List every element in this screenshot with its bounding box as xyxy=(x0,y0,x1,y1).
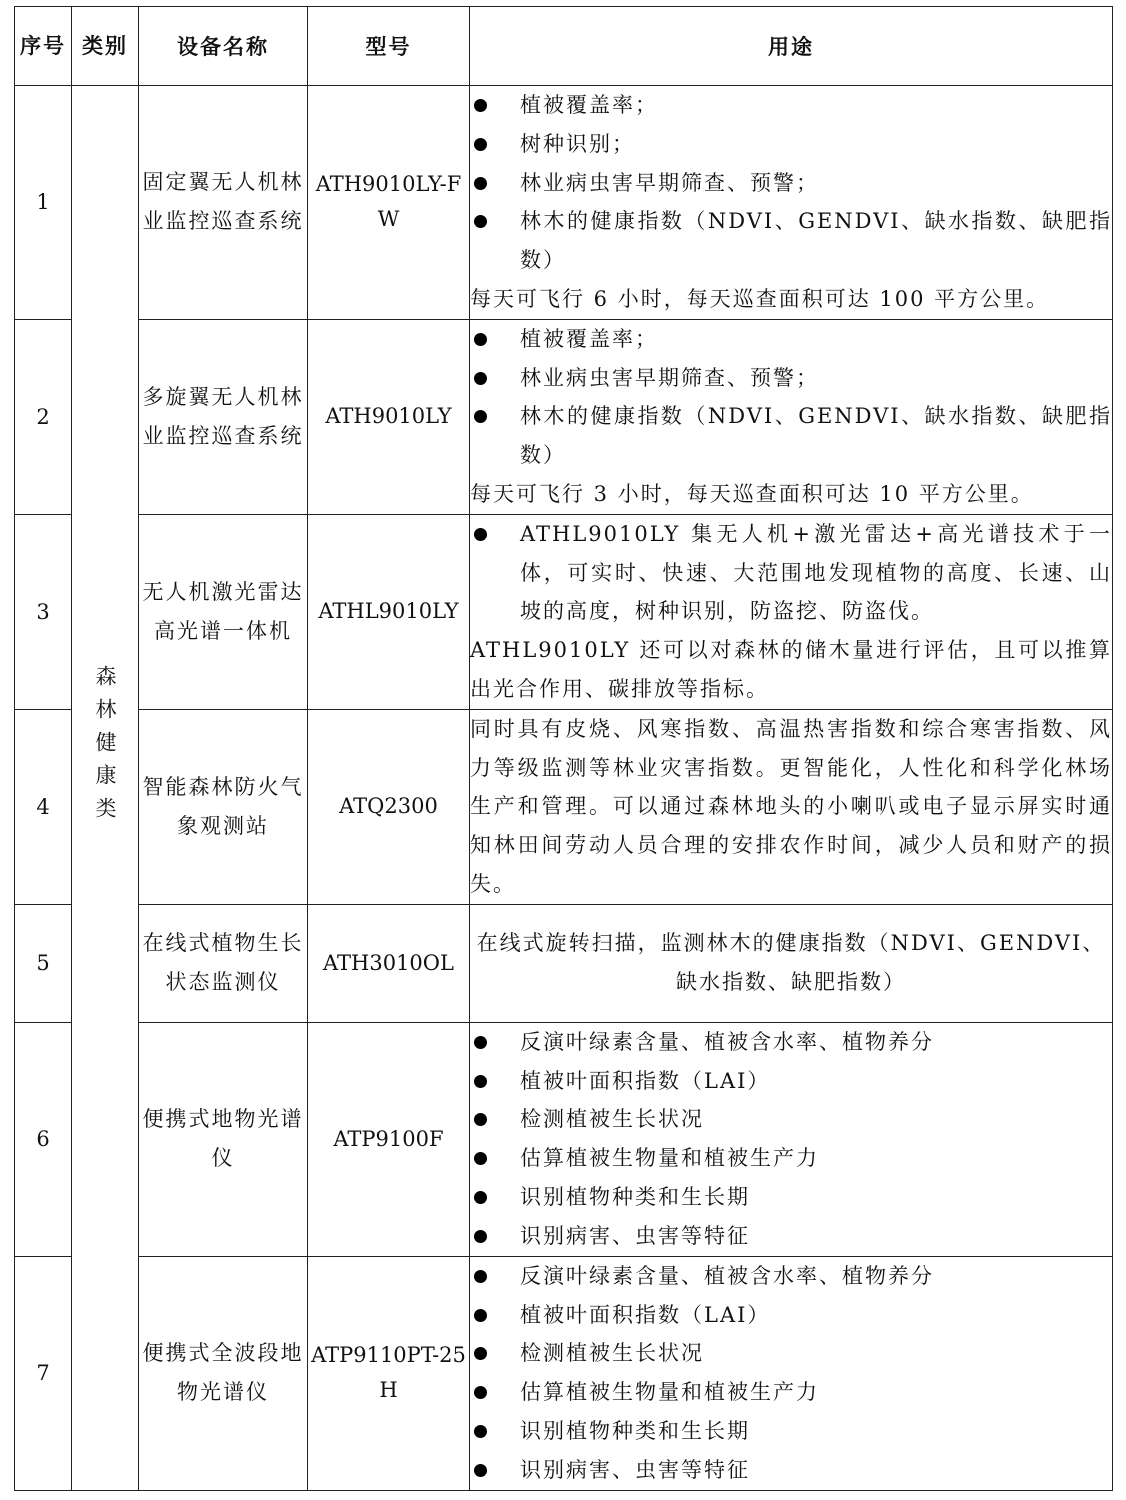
row-device-name: 固定翼无人机林业监控巡查系统 xyxy=(139,86,308,320)
row-seq: 5 xyxy=(15,904,72,1022)
table-row xyxy=(15,86,1113,320)
usage-bullet-text: 检测植被生长状况 xyxy=(520,1341,704,1366)
usage-bullet-text: 植被覆盖率； xyxy=(520,326,658,351)
bullet-icon xyxy=(474,528,487,541)
bullet-icon xyxy=(474,372,487,385)
bullet-icon xyxy=(474,1425,487,1438)
usage-bullet-item xyxy=(470,397,1112,475)
usage-bullet-list xyxy=(470,320,1112,475)
row-device-name: 便携式全波段地物光谱仪 xyxy=(139,1256,308,1490)
bullet-icon xyxy=(474,1113,487,1126)
usage-bullet-text: ATHL9010LY 集无人机+激光雷达+高光谱技术于一体，可实时、快速、大范围地发现植物的高度、长速、山坡的高度，树种识别，防盗挖、防盗伐。 xyxy=(520,521,1112,624)
row-seq: 1 xyxy=(15,86,72,320)
usage-bullet-list xyxy=(470,1023,1112,1256)
usage-bullet-text: 林木的健康指数（NDVI、GENDVI、缺水指数、缺肥指数） xyxy=(520,209,1112,273)
usage-bullet-item xyxy=(470,86,1112,125)
usage-bullet-text: 检测植被生长状况 xyxy=(520,1107,704,1132)
row-model: ATH9010LY xyxy=(308,319,470,514)
table-body xyxy=(15,86,1113,1491)
usage-note: 每天可飞行 6 小时，每天巡查面积可达 100 平方公里。 xyxy=(470,286,1050,311)
usage-bullet-item xyxy=(470,125,1112,164)
row-model: ATP9110PT-25H xyxy=(308,1256,470,1490)
row-device-name: 便携式地物光谱仪 xyxy=(139,1022,308,1256)
row-model: ATP9100F xyxy=(308,1022,470,1256)
row-device-name: 多旋翼无人机林业监控巡查系统 xyxy=(139,319,308,514)
category-label: 森林健康类 xyxy=(93,665,117,831)
usage-bullet-text: 估算植被生物量和植被生产力 xyxy=(520,1380,819,1405)
bullet-icon xyxy=(474,1152,487,1165)
table-row xyxy=(15,904,1113,1022)
table-row xyxy=(15,514,1113,709)
bullet-icon xyxy=(474,215,487,228)
usage-note: 同时具有皮烧、风寒指数、高温热害指数和综合寒害指数、风力等级监测等林业灾害指数。更智能化，人性化和科学化林场生产和管理。可以通过森林地头的小喇叭或电子显示屏实时通知林田间劳动人员合理的安排农作时间，减少人员和财产的损失。 xyxy=(470,716,1112,896)
usage-bullet-item xyxy=(470,1178,1112,1217)
row-model: ATQ2300 xyxy=(308,709,470,904)
usage-bullet-item xyxy=(470,320,1112,359)
usage-bullet-item xyxy=(470,359,1112,398)
bullet-icon xyxy=(474,1386,487,1399)
header-name: 设备名称 xyxy=(139,7,308,86)
usage-bullet-text: 林木的健康指数（NDVI、GENDVI、缺水指数、缺肥指数） xyxy=(520,404,1112,468)
usage-note: 在线式旋转扫描，监测林木的健康指数（NDVI、GENDVI、缺水指数、缺肥指数） xyxy=(476,931,1106,995)
bullet-icon xyxy=(474,1230,487,1243)
bullet-icon xyxy=(474,177,487,190)
row-device-name: 智能森林防火气象观测站 xyxy=(139,709,308,904)
table-row xyxy=(15,1022,1113,1256)
usage-bullet-item xyxy=(470,1139,1112,1178)
usage-bullet-item xyxy=(470,1062,1112,1101)
usage-bullet-item xyxy=(470,1451,1112,1490)
usage-bullet-text: 识别病害、虫害等特征 xyxy=(520,1457,750,1482)
usage-note: ATHL9010LY 还可以对森林的储木量进行评估，且可以推算出光合作用、碳排放等指标。 xyxy=(470,638,1112,701)
row-usage xyxy=(470,709,1113,904)
table-row xyxy=(15,319,1113,514)
bullet-icon xyxy=(474,1347,487,1360)
usage-bullet-text: 识别植物种类和生长期 xyxy=(520,1419,750,1444)
usage-bullet-item xyxy=(470,1296,1112,1335)
usage-bullet-item xyxy=(470,202,1112,280)
header-model: 型号 xyxy=(308,7,470,86)
bullet-icon xyxy=(474,1464,487,1477)
equipment-table xyxy=(14,6,1113,1491)
header-category: 类别 xyxy=(72,7,139,86)
header-row xyxy=(15,7,1113,86)
usage-bullet-item xyxy=(470,1373,1112,1412)
row-device-name: 无人机激光雷达高光谱一体机 xyxy=(139,514,308,709)
header-seq: 序号 xyxy=(15,7,72,86)
usage-bullet-item xyxy=(470,1412,1112,1451)
usage-bullet-item xyxy=(470,1100,1112,1139)
usage-bullet-text: 反演叶绿素含量、植被含水率、植物养分 xyxy=(520,1263,934,1288)
usage-bullet-text: 林业病虫害早期筛查、预警； xyxy=(520,170,819,195)
bullet-icon xyxy=(474,1075,487,1088)
usage-bullet-text: 植被覆盖率； xyxy=(520,93,658,117)
usage-bullet-text: 植被叶面积指数（LAI） xyxy=(520,1068,771,1093)
row-seq: 3 xyxy=(15,514,72,709)
usage-bullet-text: 识别植物种类和生长期 xyxy=(520,1185,750,1210)
usage-bullet-text: 林业病虫害早期筛查、预警； xyxy=(520,365,819,390)
row-usage xyxy=(470,86,1113,320)
bullet-icon xyxy=(474,1036,487,1049)
row-model: ATH9010LY-FW xyxy=(308,86,470,320)
bullet-icon xyxy=(474,1191,487,1204)
usage-bullet-item xyxy=(470,515,1112,631)
usage-bullet-text: 估算植被生物量和植被生产力 xyxy=(520,1146,819,1171)
usage-note: 每天可飞行 3 小时，每天巡查面积可达 10 平方公里。 xyxy=(470,481,1034,506)
usage-bullet-item xyxy=(470,1257,1112,1296)
usage-bullet-text: 树种识别； xyxy=(520,131,635,156)
row-usage xyxy=(470,904,1113,1022)
bullet-icon xyxy=(474,138,487,151)
bullet-icon xyxy=(474,99,487,112)
usage-bullet-text: 植被叶面积指数（LAI） xyxy=(520,1302,771,1327)
usage-bullet-list xyxy=(470,1257,1112,1490)
row-device-name: 在线式植物生长状态监测仪 xyxy=(139,904,308,1022)
row-model: ATH3010OL xyxy=(308,904,470,1022)
row-usage xyxy=(470,319,1113,514)
usage-bullet-item xyxy=(470,1217,1112,1256)
header-usage: 用途 xyxy=(470,7,1113,86)
bullet-icon xyxy=(474,1270,487,1283)
bullet-icon xyxy=(474,1309,487,1322)
bullet-icon xyxy=(474,333,487,346)
row-usage xyxy=(470,1022,1113,1256)
usage-bullet-item xyxy=(470,1334,1112,1373)
usage-bullet-list xyxy=(470,86,1112,280)
usage-bullet-text: 识别病害、虫害等特征 xyxy=(520,1223,750,1248)
row-model: ATHL9010LY xyxy=(308,514,470,709)
table-row xyxy=(15,709,1113,904)
row-seq: 7 xyxy=(15,1256,72,1490)
row-usage xyxy=(470,1256,1113,1490)
bullet-icon xyxy=(474,410,487,423)
category-cell xyxy=(72,86,139,1491)
table-row xyxy=(15,1256,1113,1490)
usage-bullet-list xyxy=(470,515,1112,631)
usage-bullet-item xyxy=(470,1023,1112,1062)
usage-bullet-item xyxy=(470,164,1112,203)
row-usage xyxy=(470,514,1113,709)
usage-bullet-text: 反演叶绿素含量、植被含水率、植物养分 xyxy=(520,1029,934,1054)
row-seq: 4 xyxy=(15,709,72,904)
row-seq: 6 xyxy=(15,1022,72,1256)
row-seq: 2 xyxy=(15,319,72,514)
